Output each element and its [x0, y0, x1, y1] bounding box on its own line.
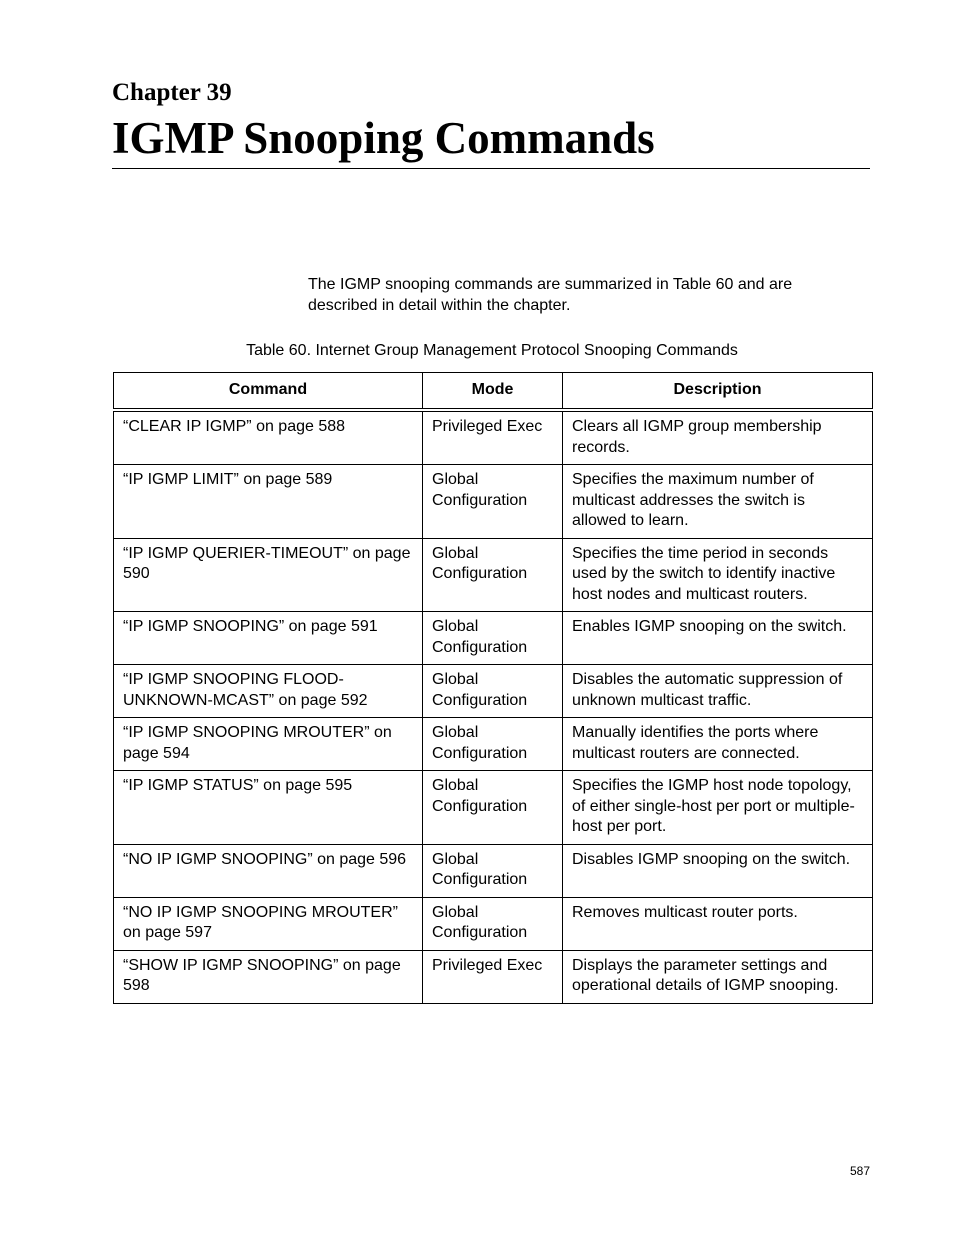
intro-paragraph: The IGMP snooping commands are summarized in Table 60 and are described in detail within the chapter.	[308, 276, 793, 314]
description-cell: Clears all IGMP group membership records.	[563, 410, 873, 465]
description-cell: Specifies the time period in seconds used by the switch to identify inactive host nodes and multicast routers.	[563, 538, 873, 612]
command-cell[interactable]: “CLEAR IP IGMP” on page 588	[114, 410, 423, 465]
table-row	[114, 410, 873, 465]
table-row	[114, 612, 873, 665]
description-cell: Disables IGMP snooping on the switch.	[563, 844, 873, 897]
table-row	[114, 465, 873, 539]
table-header-row	[114, 373, 873, 411]
chapter-title: IGMP Snooping Commands	[112, 113, 655, 163]
description-cell: Manually identifies the ports where multicast routers are connected.	[563, 718, 873, 771]
column-header-command: Command	[114, 373, 423, 411]
mode-cell: Global Configuration	[423, 718, 563, 771]
commands-table	[113, 372, 873, 1004]
mode-cell: Global Configuration	[423, 665, 563, 718]
mode-cell: Global Configuration	[423, 844, 563, 897]
description-cell: Removes multicast router ports.	[563, 897, 873, 950]
description-cell: Specifies the IGMP host node topology, of either single-host per port or multiple-host per port.	[563, 771, 873, 845]
table-row	[114, 771, 873, 845]
command-cell[interactable]: “IP IGMP LIMIT” on page 589	[114, 465, 423, 539]
mode-cell: Global Configuration	[423, 897, 563, 950]
mode-cell: Global Configuration	[423, 771, 563, 845]
table-row	[114, 718, 873, 771]
command-cell[interactable]: “IP IGMP STATUS” on page 595	[114, 771, 423, 845]
table-caption: Table 60. Internet Group Management Protocol Snooping Commands	[246, 342, 738, 359]
page-number: 587	[849, 1164, 870, 1178]
table-row	[114, 538, 873, 612]
table-row	[114, 665, 873, 718]
mode-cell: Global Configuration	[423, 612, 563, 665]
mode-cell: Privileged Exec	[423, 950, 563, 1003]
description-cell: Specifies the maximum number of multicast addresses the switch is allowed to learn.	[563, 465, 873, 539]
mode-cell: Privileged Exec	[423, 410, 563, 465]
mode-cell: Global Configuration	[423, 465, 563, 539]
command-cell[interactable]: “SHOW IP IGMP SNOOPING” on page 598	[114, 950, 423, 1003]
table-row	[114, 844, 873, 897]
description-cell: Disables the automatic suppression of unknown multicast traffic.	[563, 665, 873, 718]
column-header-description: Description	[563, 373, 873, 411]
mode-cell: Global Configuration	[423, 538, 563, 612]
command-cell[interactable]: “NO IP IGMP SNOOPING” on page 596	[114, 844, 423, 897]
command-cell[interactable]: “NO IP IGMP SNOOPING MROUTER” on page 597	[114, 897, 423, 950]
command-cell[interactable]: “IP IGMP SNOOPING MROUTER” on page 594	[114, 718, 423, 771]
command-cell[interactable]: “IP IGMP QUERIER-TIMEOUT” on page 590	[114, 538, 423, 612]
command-cell[interactable]: “IP IGMP SNOOPING” on page 591	[114, 612, 423, 665]
description-cell: Enables IGMP snooping on the switch.	[563, 612, 873, 665]
chapter-label: Chapter 39	[112, 79, 232, 106]
description-cell: Displays the parameter settings and operational details of IGMP snooping.	[563, 950, 873, 1003]
table-row	[114, 950, 873, 1003]
title-rule	[112, 168, 870, 169]
command-cell[interactable]: “IP IGMP SNOOPING FLOOD-UNKNOWN-MCAST” on page 592	[114, 665, 423, 718]
column-header-mode: Mode	[423, 373, 563, 411]
table-row	[114, 897, 873, 950]
